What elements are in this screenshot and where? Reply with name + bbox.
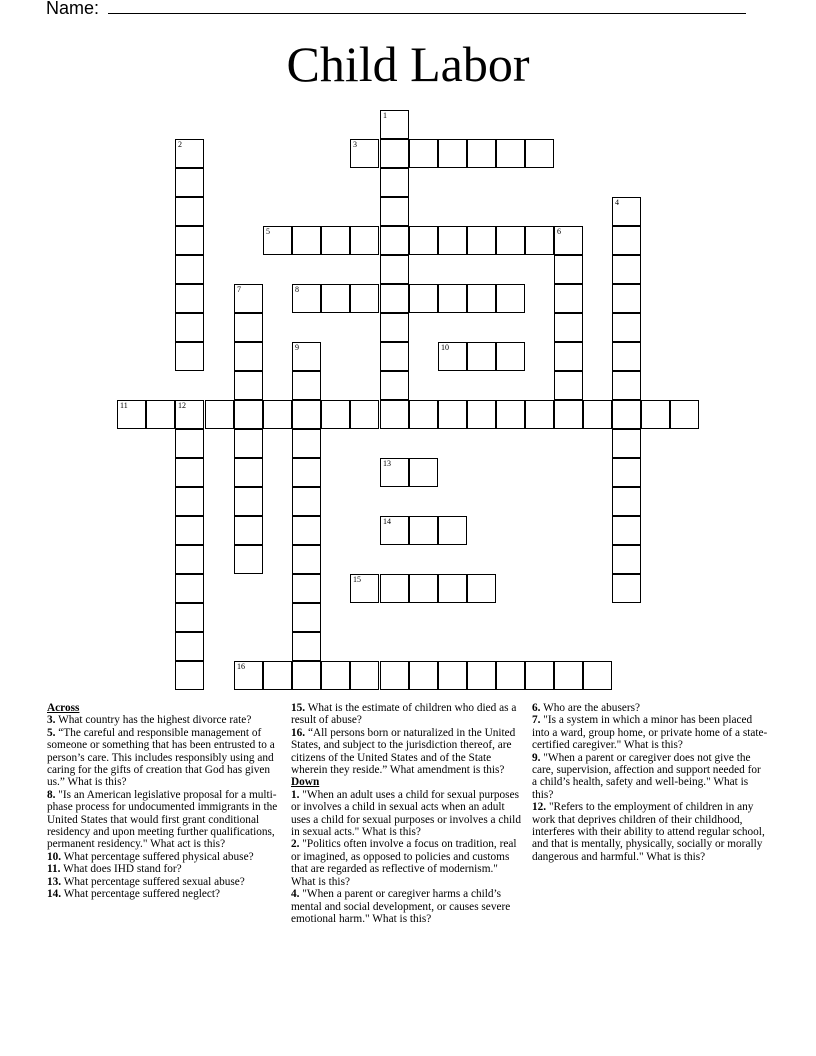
clue-number: 11. bbox=[47, 863, 61, 876]
crossword-cell[interactable] bbox=[234, 661, 263, 690]
crossword-cell[interactable] bbox=[350, 574, 379, 603]
clue-text: “All persons born or naturalized in the United States, and subject to the jurisdiction thereof, are citizens of the United States and of the State wherein they reside.” What amendment is this? bbox=[291, 726, 516, 777]
crossword-cell[interactable] bbox=[409, 661, 438, 690]
clues-column-2 bbox=[291, 702, 523, 925]
crossword-cell[interactable] bbox=[292, 458, 321, 487]
clue-number: 9. bbox=[532, 751, 541, 764]
crossword-cell[interactable] bbox=[612, 429, 641, 458]
crossword-cell[interactable] bbox=[380, 168, 409, 197]
crossword-cell[interactable] bbox=[409, 574, 438, 603]
cell-number: 15 bbox=[353, 575, 361, 584]
crossword-cell[interactable] bbox=[438, 226, 467, 255]
crossword-cell[interactable] bbox=[292, 632, 321, 661]
crossword-cell[interactable] bbox=[175, 139, 204, 168]
crossword-cell[interactable] bbox=[321, 400, 350, 429]
name-label: Name: bbox=[46, 0, 105, 18]
crossword-cell[interactable] bbox=[467, 284, 496, 313]
crossword-cell[interactable] bbox=[496, 284, 525, 313]
crossword-cell[interactable] bbox=[554, 661, 583, 690]
clue-text: "Politics often involve a focus on tradition, real or imagined, as opposed to policies and customs that are regarded as reflective of modernism." What is this? bbox=[291, 838, 517, 888]
crossword-cell[interactable] bbox=[380, 516, 409, 545]
cell-number: 11 bbox=[120, 401, 128, 410]
cell-number: 4 bbox=[615, 198, 619, 207]
clue-text: What percentage suffered sexual abuse? bbox=[61, 875, 245, 888]
clues-column-1 bbox=[47, 702, 283, 901]
crossword-cell[interactable] bbox=[292, 226, 321, 255]
clue-item bbox=[47, 714, 283, 726]
crossword-cell[interactable] bbox=[467, 400, 496, 429]
clue-item bbox=[47, 851, 283, 863]
crossword-cell[interactable] bbox=[612, 516, 641, 545]
crossword-cell[interactable] bbox=[175, 226, 204, 255]
crossword-cell[interactable] bbox=[438, 400, 467, 429]
crossword-cell[interactable] bbox=[612, 197, 641, 226]
clue-text: "Is an American legislative proposal for a multi-phase process for undocumented immigrants in the United States that would first grant conditional residency and upon meeting further qualifications, permanent residency." What act is this? bbox=[47, 788, 278, 851]
crossword-cell[interactable] bbox=[234, 429, 263, 458]
crossword-cell[interactable] bbox=[554, 313, 583, 342]
crossword-cell[interactable] bbox=[525, 661, 554, 690]
crossword-cell[interactable] bbox=[117, 400, 146, 429]
crossword-cell[interactable] bbox=[612, 313, 641, 342]
crossword-cell[interactable] bbox=[292, 371, 321, 400]
crossword-cell[interactable] bbox=[525, 226, 554, 255]
cell-number: 12 bbox=[178, 401, 186, 410]
clue-number: 12. bbox=[532, 801, 547, 814]
crossword-cell[interactable] bbox=[438, 516, 467, 545]
crossword-cell[interactable] bbox=[321, 661, 350, 690]
clue-number: 15. bbox=[291, 702, 306, 714]
clue-number: 1. bbox=[291, 788, 300, 801]
clue-section-header: Down bbox=[291, 776, 320, 789]
crossword-cell[interactable] bbox=[292, 603, 321, 632]
crossword-cell[interactable] bbox=[496, 661, 525, 690]
clues-column-3 bbox=[532, 702, 768, 863]
clue-item bbox=[291, 888, 523, 925]
cell-number: 9 bbox=[295, 343, 299, 352]
clue-item bbox=[47, 876, 283, 888]
crossword-cell[interactable] bbox=[380, 110, 409, 139]
crossword-cell[interactable] bbox=[234, 545, 263, 574]
crossword-cell[interactable] bbox=[175, 400, 204, 429]
clue-text: "When a parent or caregiver harms a child’s mental and social development, or causes severe emotional harm." What is this? bbox=[291, 888, 511, 925]
crossword-cell[interactable] bbox=[263, 400, 292, 429]
crossword-cell[interactable] bbox=[350, 661, 379, 690]
crossword-cell[interactable] bbox=[525, 139, 554, 168]
cell-number: 3 bbox=[353, 140, 357, 149]
clue-text: “The careful and responsible management of someone or something that has been entrusted to a person’s care. This includes responsibly using and caring for the gifts of creation that God has given us.” What is this? bbox=[47, 726, 275, 789]
crossword-cell[interactable] bbox=[350, 400, 379, 429]
clue-number: 7. bbox=[532, 714, 541, 727]
page-title: Child Labor bbox=[286, 36, 530, 92]
clue-text: "Refers to the employment of children in any work that deprives children of their childhood, interferes with their ability to attend regular school, and that is mentally, physically, socially or morally dangerous and harmful." What is this? bbox=[532, 801, 765, 863]
crossword-cell[interactable] bbox=[146, 400, 175, 429]
clue-number: 2. bbox=[291, 838, 300, 851]
crossword-cell[interactable] bbox=[612, 371, 641, 400]
clue-item bbox=[47, 863, 283, 875]
clue-item bbox=[47, 789, 283, 851]
crossword-cell[interactable] bbox=[234, 516, 263, 545]
crossword-cell[interactable] bbox=[175, 458, 204, 487]
clue-item bbox=[291, 727, 523, 777]
crossword-cell[interactable] bbox=[612, 545, 641, 574]
crossword-cell[interactable] bbox=[409, 516, 438, 545]
crossword-cell[interactable] bbox=[409, 400, 438, 429]
crossword-cell[interactable] bbox=[175, 545, 204, 574]
crossword-cell[interactable] bbox=[612, 574, 641, 603]
clue-number: 5. bbox=[47, 726, 56, 739]
clue-text: What is the estimate of children who died as a result of abuse? bbox=[291, 702, 517, 727]
crossword-cell[interactable] bbox=[175, 632, 204, 661]
clue-number: 8. bbox=[47, 788, 56, 801]
clue-text: What percentage suffered physical abuse? bbox=[61, 850, 254, 863]
clue-item bbox=[532, 714, 768, 751]
cell-number: 1 bbox=[383, 111, 387, 120]
crossword-cell[interactable] bbox=[670, 400, 699, 429]
crossword-cell[interactable] bbox=[583, 400, 612, 429]
crossword-cell[interactable] bbox=[554, 255, 583, 284]
cell-number: 6 bbox=[557, 227, 561, 236]
crossword-cell[interactable] bbox=[467, 661, 496, 690]
crossword-cell[interactable] bbox=[554, 400, 583, 429]
crossword-cell[interactable] bbox=[175, 313, 204, 342]
crossword-cell[interactable] bbox=[641, 400, 670, 429]
crossword-cell[interactable] bbox=[554, 226, 583, 255]
crossword-cell[interactable] bbox=[321, 284, 350, 313]
clue-item bbox=[532, 752, 768, 802]
crossword-cell[interactable] bbox=[175, 168, 204, 197]
crossword-cell[interactable] bbox=[321, 226, 350, 255]
clue-number: 14. bbox=[47, 888, 62, 901]
crossword-cell[interactable] bbox=[496, 226, 525, 255]
crossword-cell[interactable] bbox=[438, 342, 467, 371]
crossword-cell[interactable] bbox=[467, 139, 496, 168]
crossword-cell[interactable] bbox=[175, 574, 204, 603]
crossword-cell[interactable] bbox=[292, 574, 321, 603]
crossword-cell[interactable] bbox=[612, 226, 641, 255]
crossword-cell[interactable] bbox=[409, 284, 438, 313]
crossword-cell[interactable] bbox=[380, 226, 409, 255]
crossword-cell[interactable] bbox=[409, 458, 438, 487]
crossword-cell[interactable] bbox=[350, 139, 379, 168]
crossword-cell[interactable] bbox=[234, 342, 263, 371]
crossword-cell[interactable] bbox=[409, 226, 438, 255]
crossword-cell[interactable] bbox=[234, 458, 263, 487]
crossword-cell[interactable] bbox=[234, 313, 263, 342]
clue-number: 4. bbox=[291, 888, 300, 901]
crossword-cell[interactable] bbox=[175, 255, 204, 284]
crossword-cell[interactable] bbox=[612, 284, 641, 313]
crossword-cell[interactable] bbox=[234, 371, 263, 400]
crossword-cell[interactable] bbox=[554, 342, 583, 371]
clue-text: Who are the abusers? bbox=[540, 702, 641, 714]
crossword-cell[interactable] bbox=[175, 342, 204, 371]
crossword-cell[interactable] bbox=[554, 284, 583, 313]
clue-item bbox=[532, 801, 768, 863]
crossword-cell[interactable] bbox=[175, 516, 204, 545]
crossword-cell[interactable] bbox=[467, 342, 496, 371]
crossword-cell[interactable] bbox=[234, 400, 263, 429]
crossword-cell[interactable] bbox=[175, 429, 204, 458]
crossword-cell[interactable] bbox=[292, 545, 321, 574]
crossword-cell[interactable] bbox=[380, 313, 409, 342]
crossword-cell[interactable] bbox=[175, 487, 204, 516]
crossword-cell[interactable] bbox=[292, 661, 321, 690]
cell-number: 7 bbox=[237, 285, 241, 294]
crossword-cell[interactable] bbox=[292, 284, 321, 313]
crossword-cell[interactable] bbox=[175, 603, 204, 632]
clue-number: 16. bbox=[291, 726, 306, 739]
crossword-cell[interactable] bbox=[380, 197, 409, 226]
crossword-cell[interactable] bbox=[496, 139, 525, 168]
crossword-cell[interactable] bbox=[380, 371, 409, 400]
clue-text: "Is a system in which a minor has been placed into a ward, group home, or private home of a state-certified caregiver." What is this? bbox=[532, 714, 768, 752]
crossword-cell[interactable] bbox=[612, 458, 641, 487]
clue-number: 6. bbox=[532, 702, 541, 714]
cell-number: 16 bbox=[237, 662, 245, 671]
crossword-cell[interactable] bbox=[175, 197, 204, 226]
crossword-cell[interactable] bbox=[292, 429, 321, 458]
crossword-cell[interactable] bbox=[438, 139, 467, 168]
crossword-cell[interactable] bbox=[175, 284, 204, 313]
crossword-cell[interactable] bbox=[380, 458, 409, 487]
clue-item bbox=[47, 888, 283, 900]
clue-item bbox=[47, 727, 283, 789]
clue-text: What does IHD stand for? bbox=[60, 863, 182, 876]
crossword-cell[interactable] bbox=[438, 574, 467, 603]
crossword-cell[interactable] bbox=[380, 255, 409, 284]
crossword-cell[interactable] bbox=[292, 400, 321, 429]
crossword-cell[interactable] bbox=[292, 516, 321, 545]
clue-item bbox=[291, 789, 523, 839]
crossword-cell[interactable] bbox=[612, 487, 641, 516]
crossword-cell[interactable] bbox=[438, 661, 467, 690]
clue-item bbox=[291, 838, 523, 888]
crossword-cell[interactable] bbox=[380, 400, 409, 429]
crossword-cell[interactable] bbox=[292, 487, 321, 516]
crossword-cell[interactable] bbox=[350, 284, 379, 313]
clue-text: What country has the highest divorce rate? bbox=[55, 714, 252, 727]
clue-number: 10. bbox=[47, 850, 62, 863]
clue-number: 13. bbox=[47, 875, 62, 888]
clue-item bbox=[291, 702, 523, 727]
cell-number: 2 bbox=[178, 140, 182, 149]
crossword-cell[interactable] bbox=[350, 226, 379, 255]
crossword-cell[interactable] bbox=[554, 371, 583, 400]
cell-number: 5 bbox=[266, 227, 270, 236]
crossword-cell[interactable] bbox=[263, 661, 292, 690]
crossword-cell[interactable] bbox=[438, 284, 467, 313]
crossword-cell[interactable] bbox=[612, 342, 641, 371]
crossword-cell[interactable] bbox=[234, 284, 263, 313]
crossword-cell[interactable] bbox=[380, 284, 409, 313]
clue-text: What percentage suffered neglect? bbox=[61, 888, 221, 901]
crossword-cell[interactable] bbox=[409, 139, 438, 168]
crossword-cell[interactable] bbox=[175, 661, 204, 690]
clue-text: "When a parent or caregiver does not give the care, supervision, affection and support needed for a child’s health, safety and well-being." What is this? bbox=[532, 751, 761, 801]
clue-text: "When an adult uses a child for sexual purposes or involves a child in sexual acts when an adult uses a child for sexual purposes or involves a child in sexual acts." What is this? bbox=[291, 788, 521, 839]
crossword-cell[interactable] bbox=[380, 574, 409, 603]
crossword-cell[interactable] bbox=[496, 342, 525, 371]
crossword-cell[interactable] bbox=[467, 574, 496, 603]
crossword-cell[interactable] bbox=[612, 255, 641, 284]
crossword-cell[interactable] bbox=[380, 661, 409, 690]
crossword-cell[interactable] bbox=[205, 400, 234, 429]
crossword-cell[interactable] bbox=[234, 487, 263, 516]
crossword-cell[interactable] bbox=[583, 661, 612, 690]
crossword-cell[interactable] bbox=[612, 400, 641, 429]
cell-number: 14 bbox=[383, 517, 391, 526]
cell-number: 13 bbox=[383, 459, 391, 468]
crossword-cell[interactable] bbox=[496, 400, 525, 429]
crossword-cell[interactable] bbox=[292, 342, 321, 371]
cell-number: 10 bbox=[441, 343, 449, 352]
crossword-cell[interactable] bbox=[380, 139, 409, 168]
crossword-cell[interactable] bbox=[467, 226, 496, 255]
clue-item bbox=[532, 702, 768, 714]
clue-section-header: Across bbox=[47, 702, 80, 714]
crossword-cell[interactable] bbox=[525, 400, 554, 429]
crossword-cell[interactable] bbox=[380, 342, 409, 371]
crossword-cell[interactable] bbox=[263, 226, 292, 255]
clue-number: 3. bbox=[47, 714, 56, 727]
cell-number: 8 bbox=[295, 285, 299, 294]
